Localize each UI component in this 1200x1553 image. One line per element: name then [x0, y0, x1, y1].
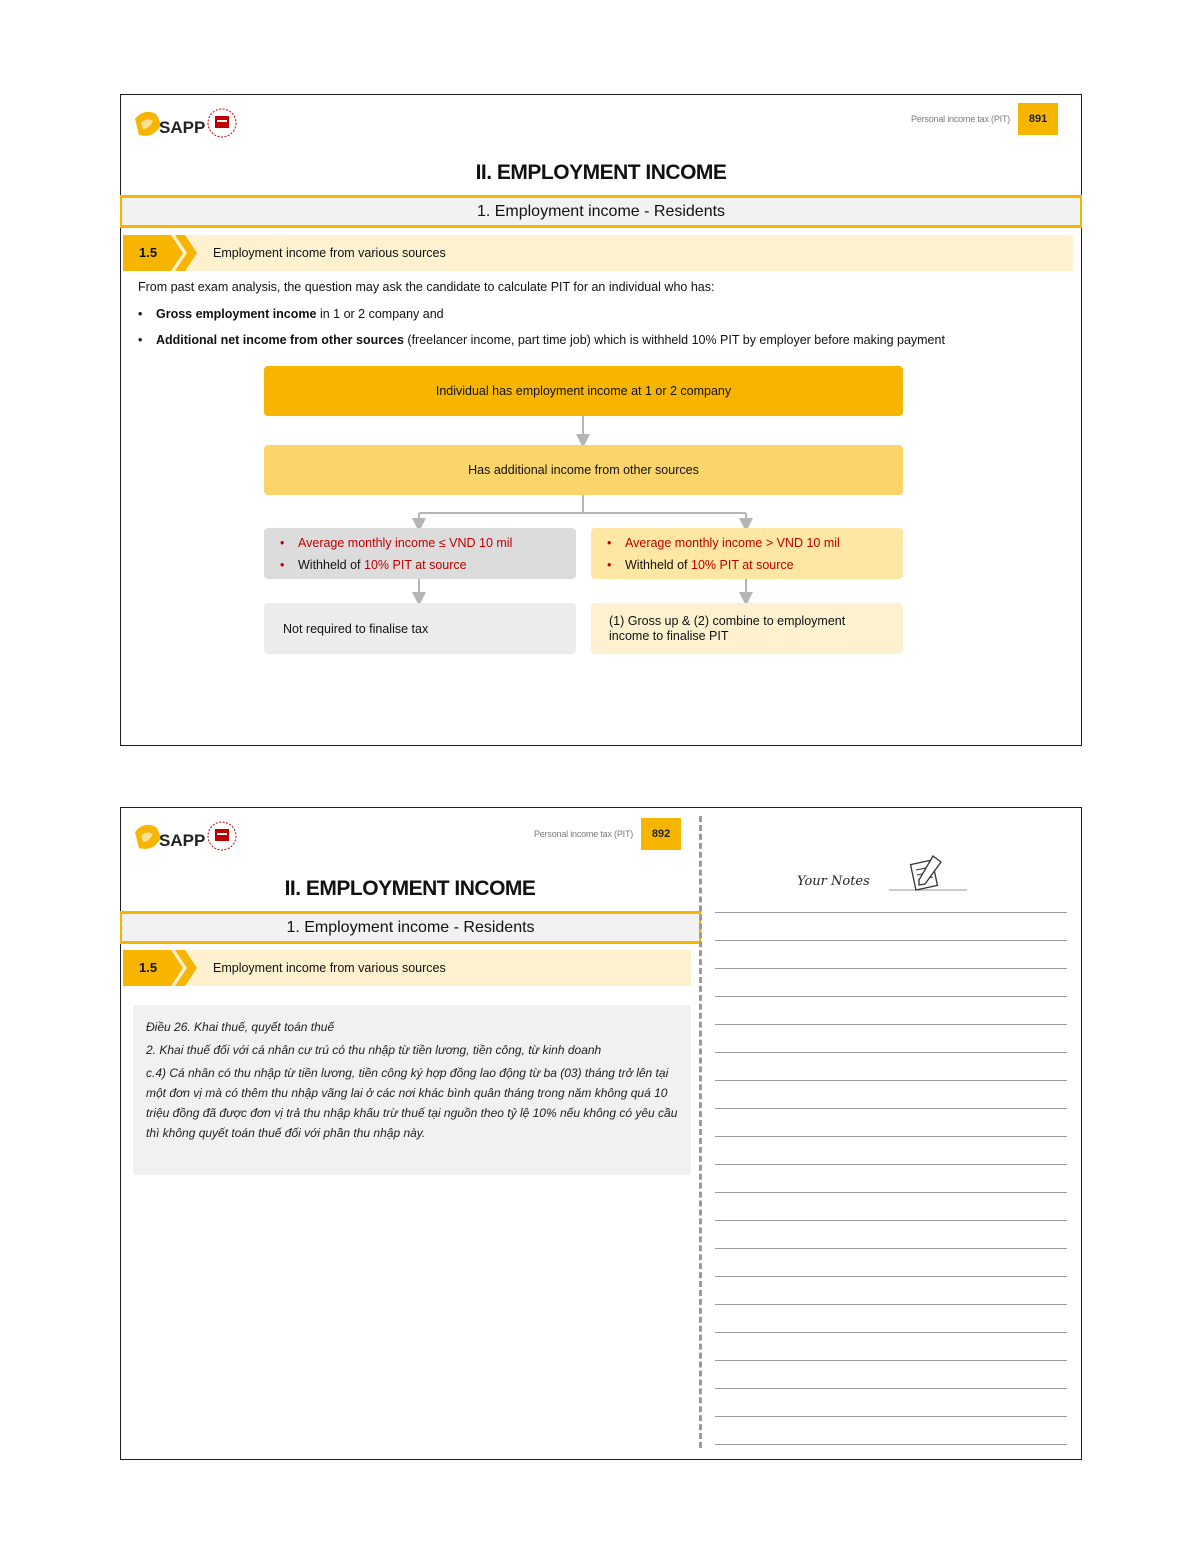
page-label: Personal income tax (PIT): [534, 829, 634, 839]
page-info: [534, 818, 681, 850]
section-bar: [123, 950, 691, 986]
note-line: [715, 1108, 1067, 1109]
flow-box-low-income: [264, 528, 576, 579]
slide-891: [120, 94, 1082, 746]
section-chevron-icon: [123, 950, 197, 986]
notes-divider: [699, 816, 702, 1448]
flow-box-no-finalise: [264, 603, 576, 654]
bullet-text: in 1 or 2 company and: [316, 307, 444, 321]
bullet-bold: Additional net income from other sources: [156, 333, 404, 347]
list-item: • Average monthly income > VND 10 mil: [607, 532, 840, 554]
note-line: [715, 1052, 1067, 1053]
note-line: [715, 1388, 1067, 1389]
note-line: [715, 1024, 1067, 1025]
notes-title: Your Notes: [797, 874, 870, 889]
note-line: [715, 1444, 1067, 1445]
note-line: [715, 1332, 1067, 1333]
note-line: [715, 1248, 1067, 1249]
list-item: • Average monthly income ≤ VND 10 mil: [280, 532, 512, 554]
note-line: [715, 1360, 1067, 1361]
note-line: [715, 1080, 1067, 1081]
condition-list: [591, 532, 840, 576]
main-title: II. EMPLOYMENT INCOME: [475, 161, 727, 184]
flow-box-gross-up: [591, 603, 903, 654]
intro-text: From past exam analysis, the question may ask the candidate to calculate PIT for an individual who has:: [138, 280, 715, 294]
bullet-bold: Gross employment income: [156, 307, 317, 321]
flow-box-employment: [264, 366, 903, 416]
section-label: Employment income from various sources: [213, 246, 446, 260]
note-line: [715, 1136, 1067, 1137]
cond-text: Withheld of: [298, 557, 365, 572]
main-title: II. EMPLOYMENT INCOME: [284, 877, 536, 900]
section-number: 1.5: [139, 960, 158, 975]
legal-paragraph: c.4) Cá nhân có thu nhập từ tiền lương, tiền công ký hợp đồng lao động từ ba (03) tháng trở lên tại một đơn vị mà có thêm thu nhập vãng lai ở các nơi khác bình quân tháng trong năm không quá 10 triệu đồng đã được đơn vị trả thu nhập khấu trừ thuế tại nguồn theo tỷ lệ 10% nếu không có yêu cầu thì không quyết toán thuế đối với phần thu nhập này.: [146, 1066, 678, 1140]
flow-box-additional-income: [264, 445, 903, 495]
flow-box-text: Not required to finalise tax: [283, 621, 429, 636]
note-line: [715, 968, 1067, 969]
note-line: [715, 1220, 1067, 1221]
subtitle-band: [120, 911, 701, 944]
flow-box-high-income: [591, 528, 903, 579]
note-line: [715, 912, 1067, 913]
note-line: [715, 1304, 1067, 1305]
legal-heading: Điều 26. Khai thuế, quyết toán thuế: [146, 1020, 335, 1034]
notepad-pencil-icon: [889, 852, 969, 896]
note-line: [715, 996, 1067, 997]
note-line: [715, 1276, 1067, 1277]
note-line: [715, 940, 1067, 941]
page-number-badge: 892: [641, 818, 681, 850]
bullet-text: (freelancer income, part time job) which is withheld 10% PIT by employer before making payment: [403, 333, 945, 347]
legal-clause: 2. Khai thuế đối với cá nhân cư trú có thu nhập từ tiền lương, tiền công, từ kinh doanh: [146, 1043, 602, 1057]
svg-text:SAPP: SAPP: [159, 831, 206, 850]
section-label: Employment income from various sources: [213, 961, 446, 975]
flow-box-text: Has additional income from other sources: [468, 463, 699, 477]
condition-list: [264, 532, 512, 576]
page-label: Personal income tax (PIT): [911, 114, 1011, 124]
note-line: [715, 1164, 1067, 1165]
flow-box-text: Individual has employment income at 1 or 2 company: [435, 384, 732, 398]
slide-892: [120, 807, 1082, 1460]
list-item: [607, 554, 840, 576]
flow-box-text: (1) Gross up & (2) combine to employment income to finalise PIT: [609, 613, 846, 643]
sapp-logo: [131, 818, 241, 858]
cond-red-text: 10% PIT at source: [364, 557, 467, 572]
legal-excerpt-box: [133, 1005, 691, 1175]
subtitle-text: 1. Employment income - Residents: [286, 918, 535, 936]
note-line: [715, 1416, 1067, 1417]
subtitle-text: 1. Employment income - Residents: [476, 202, 726, 220]
cond-red-text: 10% PIT at source: [691, 557, 794, 572]
section-number: 1.5: [139, 245, 158, 260]
list-item: [280, 554, 512, 576]
note-line: [715, 1192, 1067, 1193]
cond-text: Withheld of: [625, 557, 692, 572]
svg-text:SAPP: SAPP: [159, 118, 206, 137]
page-number-badge: 891: [1018, 103, 1058, 135]
